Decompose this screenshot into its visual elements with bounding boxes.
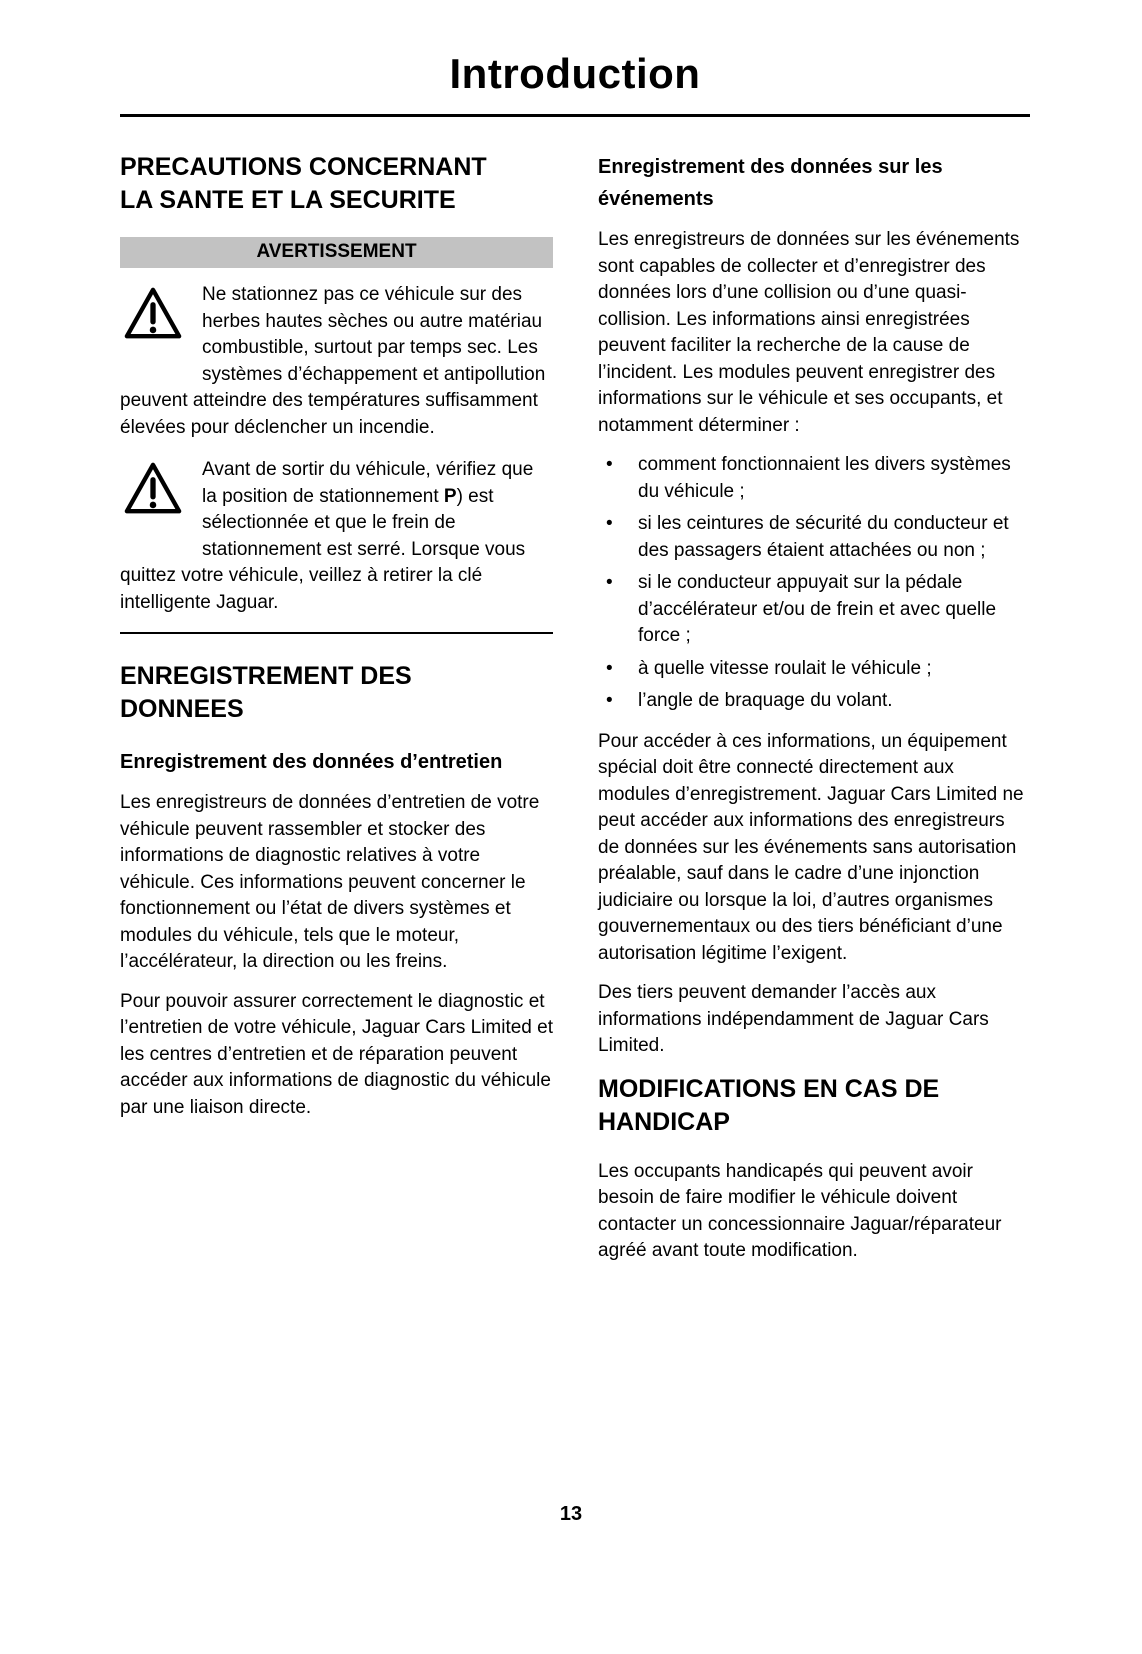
paragraph-tiers: Des tiers peuvent demander l’accès aux informations indépendamment de Jaguar Cars Limited. <box>598 982 989 1056</box>
warning-block-1 <box>120 282 553 441</box>
section-heading-precautions: PRECAUTIONS CONCERNANT LA SANTE ET LA SECURITE <box>120 153 487 214</box>
left-column <box>120 151 553 1278</box>
page-title: Introduction <box>449 50 701 97</box>
warning-header-label: AVERTISSEMENT <box>256 241 417 262</box>
bullet-item: • à quelle vitesse roulait le véhicule ; <box>598 656 1030 683</box>
warning-header-box <box>120 237 553 268</box>
title-divider <box>120 114 1030 117</box>
paragraph-evenements-intro: Les enregistreurs de données sur les événements sont capables de collecter et d’enregistrer des données lors d’une collision ou d’une quasi-collision. Les informations ainsi enregistrées peuvent faciliter la recherche de la cause de l’incident. Les modules peuvent enregistrer des informations sur le véhicule et ses occupants, et notamment déterminer : <box>598 229 1020 436</box>
events-bullet-list <box>598 452 1030 715</box>
warning-triangle-icon <box>122 460 184 527</box>
section-heading-modifications: MODIFICATIONS EN CAS DE HANDICAP <box>598 1074 940 1136</box>
subsection-heading-entretien: Enregistrement des données d’entretien <box>120 751 503 773</box>
bullet-item: • si les ceintures de sécurité du conducteur et des passagers étaient attachées ou non ; <box>598 511 1030 564</box>
warning-triangle-icon <box>122 285 184 352</box>
bullet-item: • l’angle de braquage du volant. <box>598 688 1030 715</box>
warning-text-2-pre: Avant de sortir du véhicule, vérifiez que la position de stationnement <box>202 459 534 507</box>
bullet-item: • si le conducteur appuyait sur la pédale d’accélérateur et/ou de frein et avec quelle force ; <box>598 570 1030 650</box>
paragraph-access: Pour accéder à ces informations, un équipement spécial doit être connecté directement aux modules d’enregistrement. Jaguar Cars Limited ne peut accéder aux informations des enregistreurs de données sur les événements sans autorisation préalable, sauf dans le cadre d’une injonction judiciaire ou lorsque la loi, d’autres organismes gouvernementaux ou des tiers bénéficiant d’une autorisation légitime l’exigent. <box>598 730 1024 964</box>
paragraph-modifications: Les occupants handicapés qui peuvent avoir besoin de faire modifier le véhicule doivent contacter un concessionnaire Jaguar/réparateur agréé avant toute modification. <box>598 1160 1002 1261</box>
warning-block-2 <box>120 457 553 616</box>
right-column <box>598 151 1030 1278</box>
paragraph-entretien-1: Les enregistreurs de données d’entretien de votre véhicule peuvent rassembler et stocker des informations de diagnostic relatives à votre véhicule. Ces informations peuvent concerner le fonctionnement ou l’état de divers systèmes et modules du véhicule, tels que le moteur, l’accélérateur, la direction ou les freins. <box>120 792 540 972</box>
two-column-layout <box>120 151 1030 1278</box>
section-heading-donnees: ENREGISTREMENT DES DONNEES <box>120 662 412 723</box>
bullet-item: • comment fonctionnaient les divers systèmes du véhicule ; <box>598 452 1030 505</box>
warning-text-2-post: ) est sélectionnée et que le frein de stationnement est serré. Lorsque vous quittez votre véhicule, veillez à retirer la clé intelligente Jaguar. <box>120 485 526 613</box>
page-number: 13 <box>559 1503 583 1525</box>
section-divider <box>120 632 553 634</box>
subsection-heading-evenements: Enregistrement des données sur les événements <box>598 156 943 210</box>
warning-text-1: Ne stationnez pas ce véhicule sur des herbes hautes sèches ou autre matériau combustible, surtout par temps sec. Les systèmes d’échappement et antipollution peuvent atteindre des températures suffisamment élevées pour déclencher un incendie. <box>120 284 546 438</box>
paragraph-entretien-2: Pour pouvoir assurer correctement le diagnostic et l’entretien de votre véhicule, Jaguar Cars Limited et les centres d’entretien et de réparation peuvent accéder aux informations de diagnostic du véhicule par une liaison directe. <box>120 990 554 1118</box>
park-position-symbol: P <box>443 485 457 507</box>
